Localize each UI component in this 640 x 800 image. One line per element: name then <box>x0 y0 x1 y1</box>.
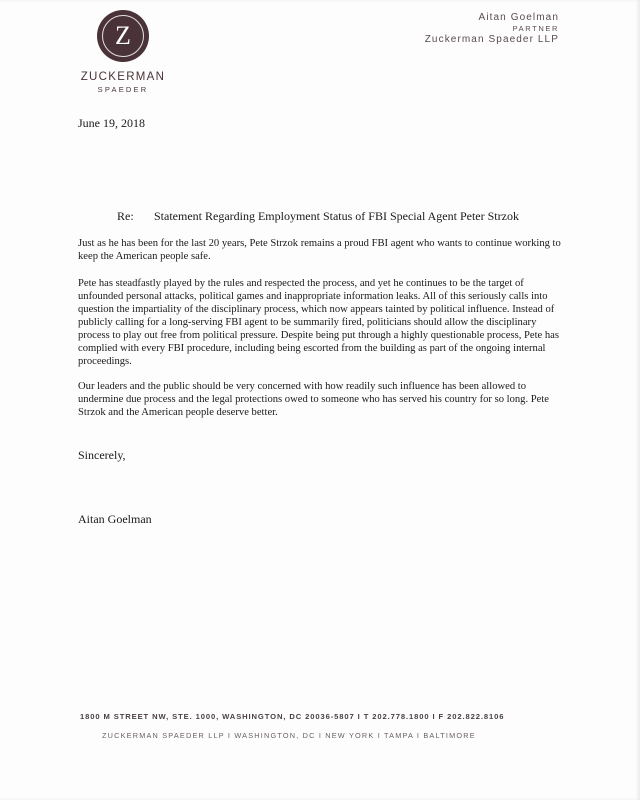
logo-name: ZUCKERMAN <box>80 71 166 83</box>
firm-logo <box>73 10 173 94</box>
closing: Sincerely, <box>78 448 126 462</box>
body-paragraph: Just as he has been for the last 20 years, Pete Strzok remains a proud FBI agent who wants to continue working to keep the American people safe. <box>78 238 561 262</box>
letter-date: June 19, 2018 <box>78 116 145 130</box>
sender-firm: Zuckerman Spaeder LLP <box>424 34 559 45</box>
re-subject: Statement Regarding Employment Status of FBI Special Agent Peter Strzok <box>154 209 519 223</box>
sender-name: Aitan Goelman <box>478 12 559 23</box>
logo-subname: SPAEDER <box>97 85 149 94</box>
footer-address: 1800 M STREET NW, STE. 1000, WASHINGTON, DC 20036-5807 I T 202.778.1800 I F 202.822.8106 <box>80 712 505 721</box>
sender-block <box>425 12 559 45</box>
subject-line <box>117 209 519 224</box>
signature-name: Aitan Goelman <box>78 512 152 526</box>
re-label: Re: <box>117 209 134 223</box>
sender-title: PARTNER <box>512 24 559 33</box>
footer-offices: ZUCKERMAN SPAEDER LLP I WASHINGTON, DC I NEW YORK I TAMPA I BALTIMORE <box>102 731 476 740</box>
body-paragraph: Our leaders and the public should be very concerned with how readily such influence has been allowed to undermine due process and the legal protections owed to someone who has served his country for so long. Pete Strzok and the American people deserve better. <box>78 381 550 418</box>
logo-letter: Z <box>115 21 131 50</box>
body-paragraph: Pete has steadfastly played by the rules and respected the process, and yet he continues to be the target of unfounded personal attacks, political games and inappropriate information leaks. All of this seriously calls into question the impartiality of the disciplinary process, which now appears tainted by political influence. Instead of publicly calling for a long-serving FBI agent to be summarily fired, politicians should allow the disciplinary process to play out free from political pressure. Despite being put through a highly questionable process, Pete has complied with every FBI procedure, including being escorted from the building as part of the ongoing internal proceedings. <box>78 278 560 367</box>
logo-circle-icon <box>97 10 149 62</box>
